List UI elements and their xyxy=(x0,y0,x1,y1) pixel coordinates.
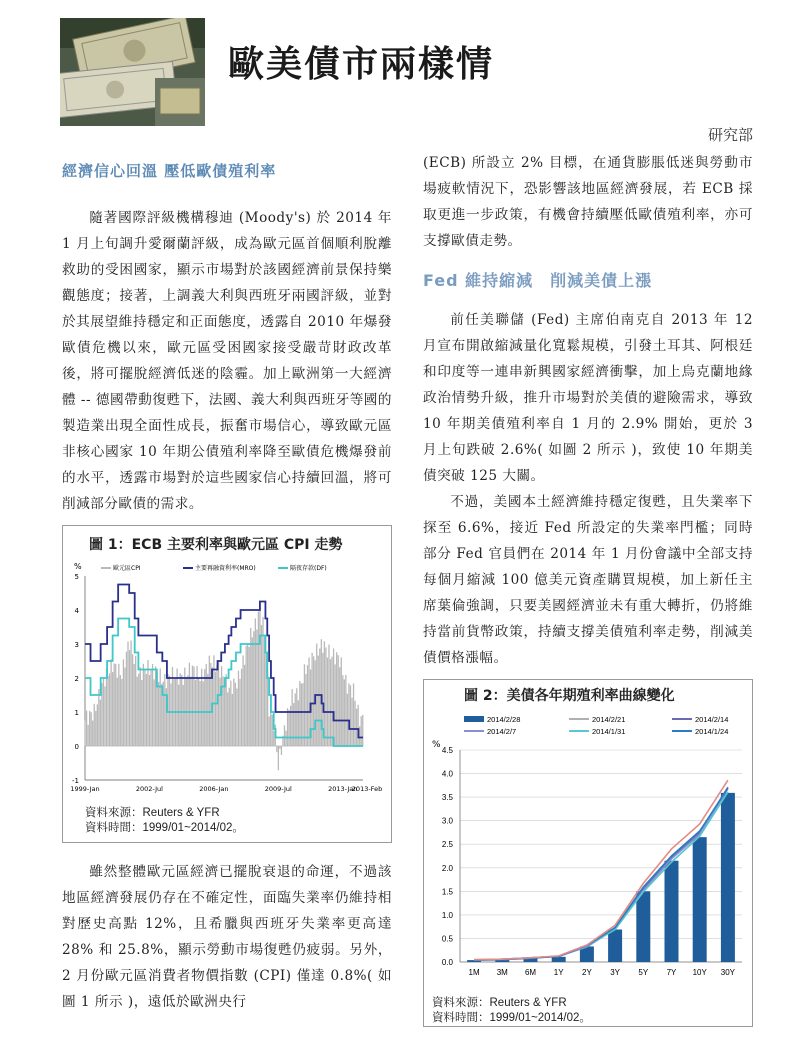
figure-1-cpi-bar xyxy=(287,708,288,746)
figure-1-cpi-bar xyxy=(127,641,128,746)
figure-1-cpi-bar xyxy=(245,646,246,746)
figure-1-cpi-bar xyxy=(107,676,108,746)
figure-2-y-tick: 3.5 xyxy=(441,793,453,803)
figure-1-cpi-bar xyxy=(120,675,121,746)
figure-1-cpi-bar xyxy=(270,710,271,746)
figure-1-cpi-bar xyxy=(178,685,179,746)
figure-1-cpi-bar xyxy=(121,679,122,746)
figure-1-cpi-bar xyxy=(288,710,289,746)
figure-1-cpi-bar xyxy=(328,645,329,746)
figure-2-y-tick: 3.0 xyxy=(441,816,453,826)
figure-1-cpi-bar xyxy=(267,671,268,746)
figure-2-x-tick: 3Y xyxy=(610,968,620,977)
figure-1-cpi-bar xyxy=(325,648,326,746)
figure-1-cpi-bar xyxy=(170,684,171,746)
paragraph-euro-confidence: 隨著國際評級機構穆迪 (Moody's) 於 2014 年 1 月上旬調升愛爾蘭評級，成為歐元區首個順利脫離救助的受困國家，顯示市場對於該國經濟前景保持樂觀態度；接著，上調義大利與西班牙兩國評級，並對於其展望維持穩定和正面態度，透露自 2010 年爆發歐債危機以來，歐元區受困國家接受嚴苛財政改革後，將可擺脫經濟低迷的陰霾。加上歐洲第一大經濟體 -- 德國帶動復甦下，法國、義大利與西班牙等國的製造業出現全面性成長，振奮市場信心，導致歐元區非核心國家 10 年期公債殖利率降至歐債危機爆發前的水平，透露市場對於這些國家信心持續回溫，將可削減部分歐債的需求。 xyxy=(62,210,392,512)
figure-1-cpi-bar xyxy=(126,652,127,746)
figure-2-y-tick: 0.5 xyxy=(441,934,453,944)
figure-1-cpi-bar xyxy=(98,689,99,746)
figure-1-cpi-bar xyxy=(278,746,279,770)
figure-1-cpi-bar xyxy=(293,703,294,746)
figure-1-cpi-bar xyxy=(103,678,104,746)
figure-1-cpi-bar xyxy=(350,685,351,746)
figure-1-legend xyxy=(101,564,327,572)
figure-1-cpi-bar xyxy=(203,681,204,746)
figure-1-cpi-bar xyxy=(284,725,285,746)
figure-1-cpi-bar xyxy=(361,716,362,746)
figure-1-cpi-bar xyxy=(318,656,319,746)
figure-1-cpi-bar xyxy=(249,647,250,746)
figure-2-legend-swatch xyxy=(464,716,484,722)
figure-1-cpi-bar xyxy=(110,659,111,746)
figure-1-cpi-bar xyxy=(272,715,273,746)
figure-2-title: 圖 2：美債各年期殖利率曲線變化 xyxy=(464,688,675,704)
figure-1-cpi-bar xyxy=(146,674,147,746)
figure-1-cpi-bar xyxy=(253,631,254,746)
figure-1-cpi-bar xyxy=(273,731,274,746)
figure-1-cpi-bar xyxy=(256,630,257,746)
figure-1-chart xyxy=(63,556,391,826)
figure-2-x-tick: 7Y xyxy=(666,968,677,977)
figure-2-bar xyxy=(552,957,566,962)
figure-1-x-tick: 2002-Jul xyxy=(135,785,163,793)
figure-1-cpi-bar xyxy=(233,679,234,746)
figure-2-y-tick: 0.0 xyxy=(441,958,453,967)
figure-1-cpi-bar xyxy=(86,711,87,746)
figure-1-cpi-bar xyxy=(195,680,196,746)
figure-1-cpi-bar xyxy=(351,698,352,746)
figure-1-cpi-bar xyxy=(164,674,165,746)
figure-2-legend xyxy=(464,715,728,736)
figure-1-cpi-bar xyxy=(345,675,346,746)
figure-1-cpi-bar xyxy=(336,652,337,746)
figure-1-cpi-bar xyxy=(232,694,233,746)
figure-1-cpi-bar xyxy=(143,664,144,746)
figure-1-cpi-bar xyxy=(230,681,231,746)
section-heading-euro: 經濟信心回溫 壓低歐債殖利率 xyxy=(62,162,277,180)
figure-1-cpi-bar xyxy=(255,618,256,746)
figure-1-cpi-bar xyxy=(153,679,154,746)
figure-1-cpi-bar xyxy=(304,664,305,746)
figure-1-cpi-bar xyxy=(95,711,96,746)
figure-2-x-tick: 3M xyxy=(496,968,508,977)
figure-1-cpi-bar xyxy=(276,746,277,752)
figure-1-cpi-bar xyxy=(158,682,159,746)
figure-1-cpi-bar xyxy=(362,715,363,746)
figure-1-cpi-bar xyxy=(242,655,243,746)
figure-1-cpi-bar xyxy=(327,658,328,746)
figure-1-cpi-bar xyxy=(331,657,332,746)
figure-1-cpi-bar xyxy=(144,669,145,746)
figure-1-cpi-bar xyxy=(160,669,161,746)
figure-1-cpi-bar xyxy=(169,676,170,746)
department-label: 研究部 xyxy=(707,126,753,144)
figure-1-cpi-bar xyxy=(235,683,236,746)
figure-1-y-tick: -1 xyxy=(72,777,79,785)
figure-2-source: 資料來源：Reuters & YFR xyxy=(432,997,567,1009)
figure-2-bar xyxy=(665,861,679,962)
page-title: 歐美債市兩樣情 xyxy=(228,44,495,85)
figure-1-source: 資料來源：Reuters & YFR xyxy=(85,807,220,819)
left-column xyxy=(62,160,392,1015)
figure-1-cpi-bar xyxy=(184,668,185,746)
figure-1-cpi-bar xyxy=(353,683,354,746)
figure-1-cpi-bar xyxy=(94,704,95,746)
figure-1-y-tick: 1 xyxy=(74,709,79,717)
figure-2-bar xyxy=(636,891,650,962)
figure-1-legend-label: 隔夜存款(DF) xyxy=(290,565,327,572)
figure-1-cpi-bar xyxy=(341,657,342,746)
figure-1-cpi-bar xyxy=(252,637,253,746)
figure-2-x-tick: 5Y xyxy=(638,968,649,977)
figure-2-x-tick: 30Y xyxy=(720,968,736,977)
figure-1-x-tick: 2006-Jan xyxy=(199,785,229,793)
figure-1-cpi-bar xyxy=(333,648,334,746)
figure-2-legend-label: 2014/1/31 xyxy=(592,727,626,736)
figure-1-cpi-bar xyxy=(115,664,116,746)
figure-1-cpi-bar xyxy=(206,664,207,746)
figure-1-cpi-bar xyxy=(132,654,133,746)
figure-1-cpi-bar xyxy=(130,641,131,746)
figure-1-title: 圖 1：ECB 主要利率與歐元區 CPI 走勢 xyxy=(89,537,343,553)
figure-1-cpi-bar xyxy=(236,688,237,746)
figure-1-cpi-bar xyxy=(114,663,115,746)
paragraph-ecb-target: (ECB) 所設立 2% 目標，在通貨膨脹低迷與勞動市場疲軟情況下，恐影響該地區經濟發展，若 ECB 採取更進一步政策，有機會持續壓低歐債殖利率，亦可支撐歐債走勢。 xyxy=(423,155,753,249)
figure-2-y-tick: 1.5 xyxy=(441,887,453,897)
figure-1-cpi-bar xyxy=(305,674,306,746)
figure-2-bar xyxy=(608,929,622,962)
figure-2-y-tick: 1.0 xyxy=(441,910,453,920)
figure-1-x-tick: 2013-Feb xyxy=(351,785,383,793)
figure-1-cpi-bar xyxy=(141,680,142,746)
figure-2-period: 資料時間：1999/01~2014/02。 xyxy=(432,1012,591,1024)
figure-1-cpi-bar xyxy=(311,653,312,746)
figure-1-cpi-bar xyxy=(357,705,358,746)
figure-1-cpi-bar xyxy=(138,674,139,746)
figure-2-y-tick: 2.0 xyxy=(441,863,453,873)
figure-2-series xyxy=(474,780,728,960)
figure-1-cpi-bar xyxy=(348,684,349,746)
figure-1-cpi-bar xyxy=(201,669,202,746)
figure-1-cpi-bar xyxy=(187,675,188,746)
figure-1-cpi-bar xyxy=(339,667,340,746)
section-heading-fed: Fed 維持縮減 削減美債上漲 xyxy=(423,271,653,290)
figure-1-cpi-bar xyxy=(247,644,248,746)
figure-1-cpi-bar xyxy=(269,717,270,746)
figure-2-x-tick: 6M xyxy=(524,968,537,977)
figure-1-cpi-bar xyxy=(84,720,85,746)
figure-2-legend-label: 2014/2/14 xyxy=(695,715,729,724)
figure-1-cpi-bar xyxy=(307,665,308,746)
figure-2-legend-label: 2014/2/28 xyxy=(487,715,521,724)
figure-2-series-line xyxy=(474,780,728,959)
figure-2-x-tick: 2Y xyxy=(582,968,592,977)
figure-1-source-block xyxy=(85,806,244,836)
figure-1-cpi-bar xyxy=(100,700,101,746)
figure-1-cpi-bar xyxy=(344,679,345,746)
figure-1-cpi-bar xyxy=(152,664,153,746)
figure-1-cpi-bar xyxy=(104,686,105,746)
figure-1 xyxy=(62,525,392,843)
figure-1-y-tick: 0 xyxy=(74,743,79,751)
figure-2-x-tick: 10Y xyxy=(692,968,707,977)
figure-1-cpi-bar xyxy=(183,685,184,746)
figure-2-y-tick: 2.5 xyxy=(441,840,453,850)
figure-1-y-unit: % xyxy=(74,562,82,571)
figure-1-series xyxy=(84,585,363,771)
figure-1-cpi-bar xyxy=(221,666,222,746)
figure-1-cpi-bar xyxy=(224,685,225,746)
figure-1-cpi-bar xyxy=(150,670,151,746)
figure-2-y-unit: % xyxy=(432,740,441,750)
figure-1-cpi-bar xyxy=(207,674,208,746)
figure-2-bar xyxy=(721,793,735,962)
figure-1-x-tick: 2009-Jul xyxy=(264,785,292,793)
figure-1-cpi-bar xyxy=(140,667,141,746)
figure-1-cpi-bar xyxy=(261,625,262,746)
figure-1-cpi-bar xyxy=(112,672,113,746)
figure-1-cpi-bar xyxy=(106,668,107,746)
figure-1-cpi-bar xyxy=(241,669,242,746)
paragraph-us-economy: 不過，美國本土經濟維持穩定復甦，且失業率下探至 6.6%，接近 Fed 所設定的失業率門檻；同時部分 Fed 官員們在 2014 年 1 月份會議中全部支持每個月縮減 100 億美元資產購買規模，加上新任主席葉倫強調，只要美國經濟並未有重大轉折，仍將維持當前貨幣政策，持續支撐美債殖利率走勢，削減美債價格漲幅。 xyxy=(423,494,753,666)
figure-1-cpi-bar xyxy=(321,639,322,746)
paragraph-euro-uncertainty: 雖然整體歐元區經濟已擺脫衰退的命運，不過該地區經濟發展仍存在不確定性，面臨失業率仍維持相對歷史高點 12%，且希臘與西班牙失業率更高達 28% 和 25.8%，顯示勞動市場復甦仍疲弱。另外， 2 月份歐元區消費者物價指數 (CPI) 僅達 0.8%( 如圖 1 所示 )，遠低於歐洲央行 xyxy=(62,864,392,1010)
banknotes-illustration xyxy=(60,18,205,126)
figure-1-cpi-bar xyxy=(180,673,181,746)
figure-2-y-tick: 4.5 xyxy=(441,746,453,755)
figure-1-y-tick: 2 xyxy=(74,675,79,683)
figure-1-cpi-bar xyxy=(227,692,228,746)
figure-1-cpi-bar xyxy=(216,665,217,746)
figure-1-cpi-bar xyxy=(239,679,240,746)
figure-1-cpi-bar xyxy=(89,711,90,746)
figure-2-y-tick: 4.0 xyxy=(441,769,453,779)
figure-1-period: 資料時間：1999/01~2014/02。 xyxy=(85,822,244,834)
figure-1-cpi-bar xyxy=(97,704,98,746)
figure-1-x-tick: 2013-Jan xyxy=(328,785,358,793)
header-illustration xyxy=(60,18,205,126)
figure-1-cpi-bar xyxy=(250,628,251,746)
right-column xyxy=(423,150,753,1027)
figure-1-cpi-bar xyxy=(181,675,182,746)
figure-1-cpi-bar xyxy=(147,660,148,746)
figure-1-cpi-bar xyxy=(135,656,136,746)
figure-1-cpi-bar xyxy=(281,746,282,755)
figure-1-cpi-bar xyxy=(298,700,299,746)
figure-1-cpi-bar xyxy=(204,669,205,746)
figure-2-series-line xyxy=(474,789,728,960)
figure-1-cpi-bar xyxy=(319,648,320,746)
figure-1-cpi-bar xyxy=(91,712,92,746)
figure-1-cpi-bar xyxy=(176,669,177,746)
figure-1-cpi-bar xyxy=(209,656,210,746)
figure-1-cpi-bar xyxy=(189,663,190,746)
figure-2-bar xyxy=(693,837,707,962)
figure-1-y-tick: 5 xyxy=(74,573,79,581)
figure-1-cpi-bar xyxy=(334,664,335,746)
figure-1-cpi-bar xyxy=(109,674,110,746)
figure-1-y-tick: 4 xyxy=(74,607,79,615)
figure-1-cpi-bar xyxy=(338,655,339,746)
figure-1-cpi-bar xyxy=(123,659,124,746)
figure-1-cpi-bar xyxy=(229,688,230,746)
figure-1-cpi-bar xyxy=(199,681,200,746)
figure-2-x-tick: 1Y xyxy=(553,968,564,977)
figure-1-legend-label: 歐元區CPI xyxy=(113,565,141,572)
figure-1-cpi-bar xyxy=(259,608,260,746)
figure-1-y-tick: 3 xyxy=(74,641,79,649)
figure-1-cpi-bar xyxy=(302,683,303,746)
figure-1-cpi-bar xyxy=(87,725,88,746)
figure-1-legend-label: 主要再融資利率(MRO) xyxy=(195,565,256,572)
figure-1-cpi-bar xyxy=(137,677,138,746)
figure-1-x-tick: 1999-Jan xyxy=(70,785,100,793)
figure-1-cpi-bar xyxy=(129,650,130,746)
figure-1-cpi-bar xyxy=(118,664,119,746)
figure-2-legend-label: 2014/2/7 xyxy=(487,727,517,736)
figure-2-x-tick: 1M xyxy=(468,968,480,977)
figure-1-cpi-bar xyxy=(238,671,239,746)
figure-1-cpi-bar xyxy=(299,681,300,746)
figure-1-cpi-bar xyxy=(215,672,216,746)
figure-1-cpi-bar xyxy=(354,701,355,746)
figure-1-cpi-bar xyxy=(117,678,118,746)
figure-1-cpi-bar xyxy=(92,720,93,746)
figure-2-chart xyxy=(424,710,752,1010)
figure-1-cpi-bar xyxy=(330,659,331,746)
figure-1-cpi-bar xyxy=(258,612,259,746)
figure-1-cpi-bar xyxy=(149,675,150,746)
figure-2-legend-label: 2014/2/21 xyxy=(592,715,626,724)
figure-1-cpi-bar xyxy=(133,664,134,746)
figure-1-cpi-bar xyxy=(342,675,343,746)
figure-1-cpi-bar xyxy=(308,657,309,746)
figure-2 xyxy=(423,679,753,1027)
figure-1-cpi-bar xyxy=(244,665,245,746)
figure-2-source-block xyxy=(432,996,591,1026)
figure-1-cpi-bar xyxy=(313,656,314,746)
figure-1-cpi-bar xyxy=(356,709,357,746)
paragraph-fed-tapering: 前任美聯儲 (Fed) 主席伯南克自 2013 年 12 月宣布開啟縮減量化寬鬆規模，引發土耳其、阿根廷和印度等一連串新興國家經濟衝擊，加上烏克蘭地緣政治情勢升級，推升市場對於美債的避險需求，導致 10 年期美債殖利率自 1 月的 2.9% 開始，更於 3 月上旬跌破 2.6%( 如圖 2 所示 )，致使 10 年期美債突破 125 大關。 xyxy=(423,312,753,484)
figure-1-cpi-bar xyxy=(279,746,280,749)
figure-2-legend-label: 2014/1/24 xyxy=(695,727,729,736)
figure-1-cpi-bar xyxy=(124,668,125,746)
